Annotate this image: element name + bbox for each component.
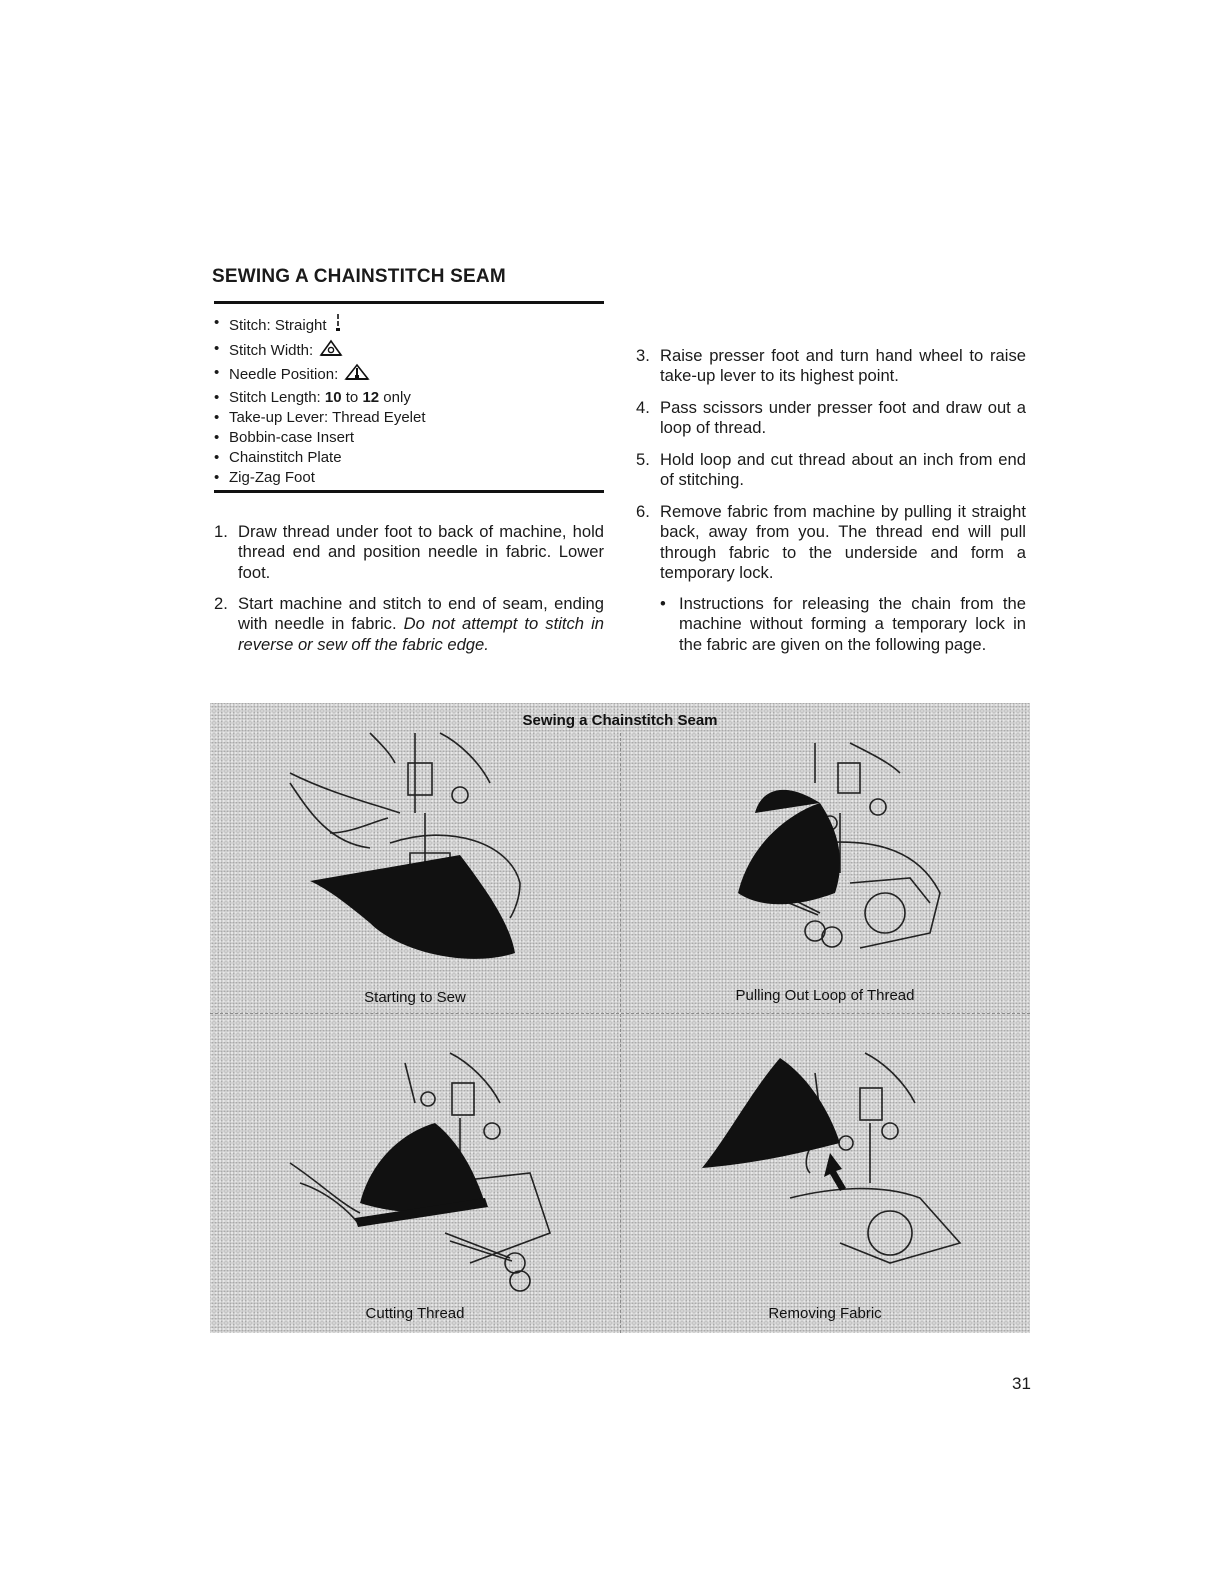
caption-removing-fabric: Removing Fabric — [768, 1305, 882, 1322]
bottom-rule — [214, 490, 604, 493]
setting-label: Stitch Width: — [229, 342, 314, 360]
setting-label: Stitch: Straight — [229, 317, 327, 335]
stitch-width-symbol-icon — [319, 339, 343, 363]
removing-fabric-illustration — [620, 1013, 1030, 1333]
panel-cutting-thread — [210, 1013, 620, 1333]
caption-cutting-thread: Cutting Thread — [365, 1305, 465, 1322]
step-4: 4. Pass scissors under presser foot and draw out a loop of thread. — [636, 398, 1026, 438]
panel-starting-to-sew — [210, 703, 620, 1013]
setting-foot: • Zig-Zag Foot — [214, 468, 426, 488]
setting-needle-position — [214, 363, 426, 387]
setting-plate: • Chainstitch Plate — [214, 448, 426, 468]
needle-position-symbol-icon — [344, 363, 370, 387]
setting-stitch — [214, 313, 426, 339]
setting-stitch-length: • Stitch Length: 10 to 12 only — [214, 388, 426, 408]
setting-stitch-width — [214, 339, 426, 363]
page-number: 31 — [1012, 1374, 1031, 1393]
step-2: 2. Start machine and stitch to end of seam, ending with needle in fabric. Do not attempt to stitch in reverse or sew off the fabric edge. — [214, 594, 604, 654]
step-1: 1. Draw thread under foot to back of machine, hold thread end and position needle in fabric. Lower foot. — [214, 522, 604, 582]
panel-removing-fabric — [620, 1013, 1030, 1333]
note-bullet: • Instructions for releasing the chain from the machine without forming a temporary lock in the fabric are given on the following page. — [660, 594, 1026, 654]
machine-sewing-illustration — [210, 703, 620, 1013]
panel-pulling-out-loop — [620, 703, 1030, 1013]
step-3: 3. Raise presser foot and turn hand wheel to raise take-up lever to its highest point. — [636, 346, 1026, 386]
scissors-loop-illustration — [620, 703, 1030, 1013]
figure-title: Sewing a Chainstitch Seam — [522, 712, 718, 729]
caption-pulling-out-loop: Pulling Out Loop of Thread — [735, 987, 915, 1004]
settings-list — [214, 313, 426, 489]
top-rule — [214, 301, 604, 304]
illustration-figure — [210, 703, 1030, 1333]
section-title: SEWING A CHAINSTITCH SEAM — [212, 266, 506, 287]
setting-label: Needle Position: — [229, 366, 339, 384]
step-6: 6. Remove fabric from machine by pulling it straight back, away from you. The thread end will pull through fabric to the underside and form a temporary lock. — [636, 502, 1026, 582]
setting-take-up-lever: • Take-up Lever: Thread Eyelet — [214, 408, 426, 428]
straight-stitch-icon — [333, 313, 343, 339]
step-5: 5. Hold loop and cut thread about an inch from end of stitching. — [636, 450, 1026, 490]
caption-starting-to-sew: Starting to Sew — [364, 989, 466, 1006]
setting-bobbin-case: • Bobbin-case Insert — [214, 428, 426, 448]
cutting-thread-illustration — [210, 1013, 620, 1333]
